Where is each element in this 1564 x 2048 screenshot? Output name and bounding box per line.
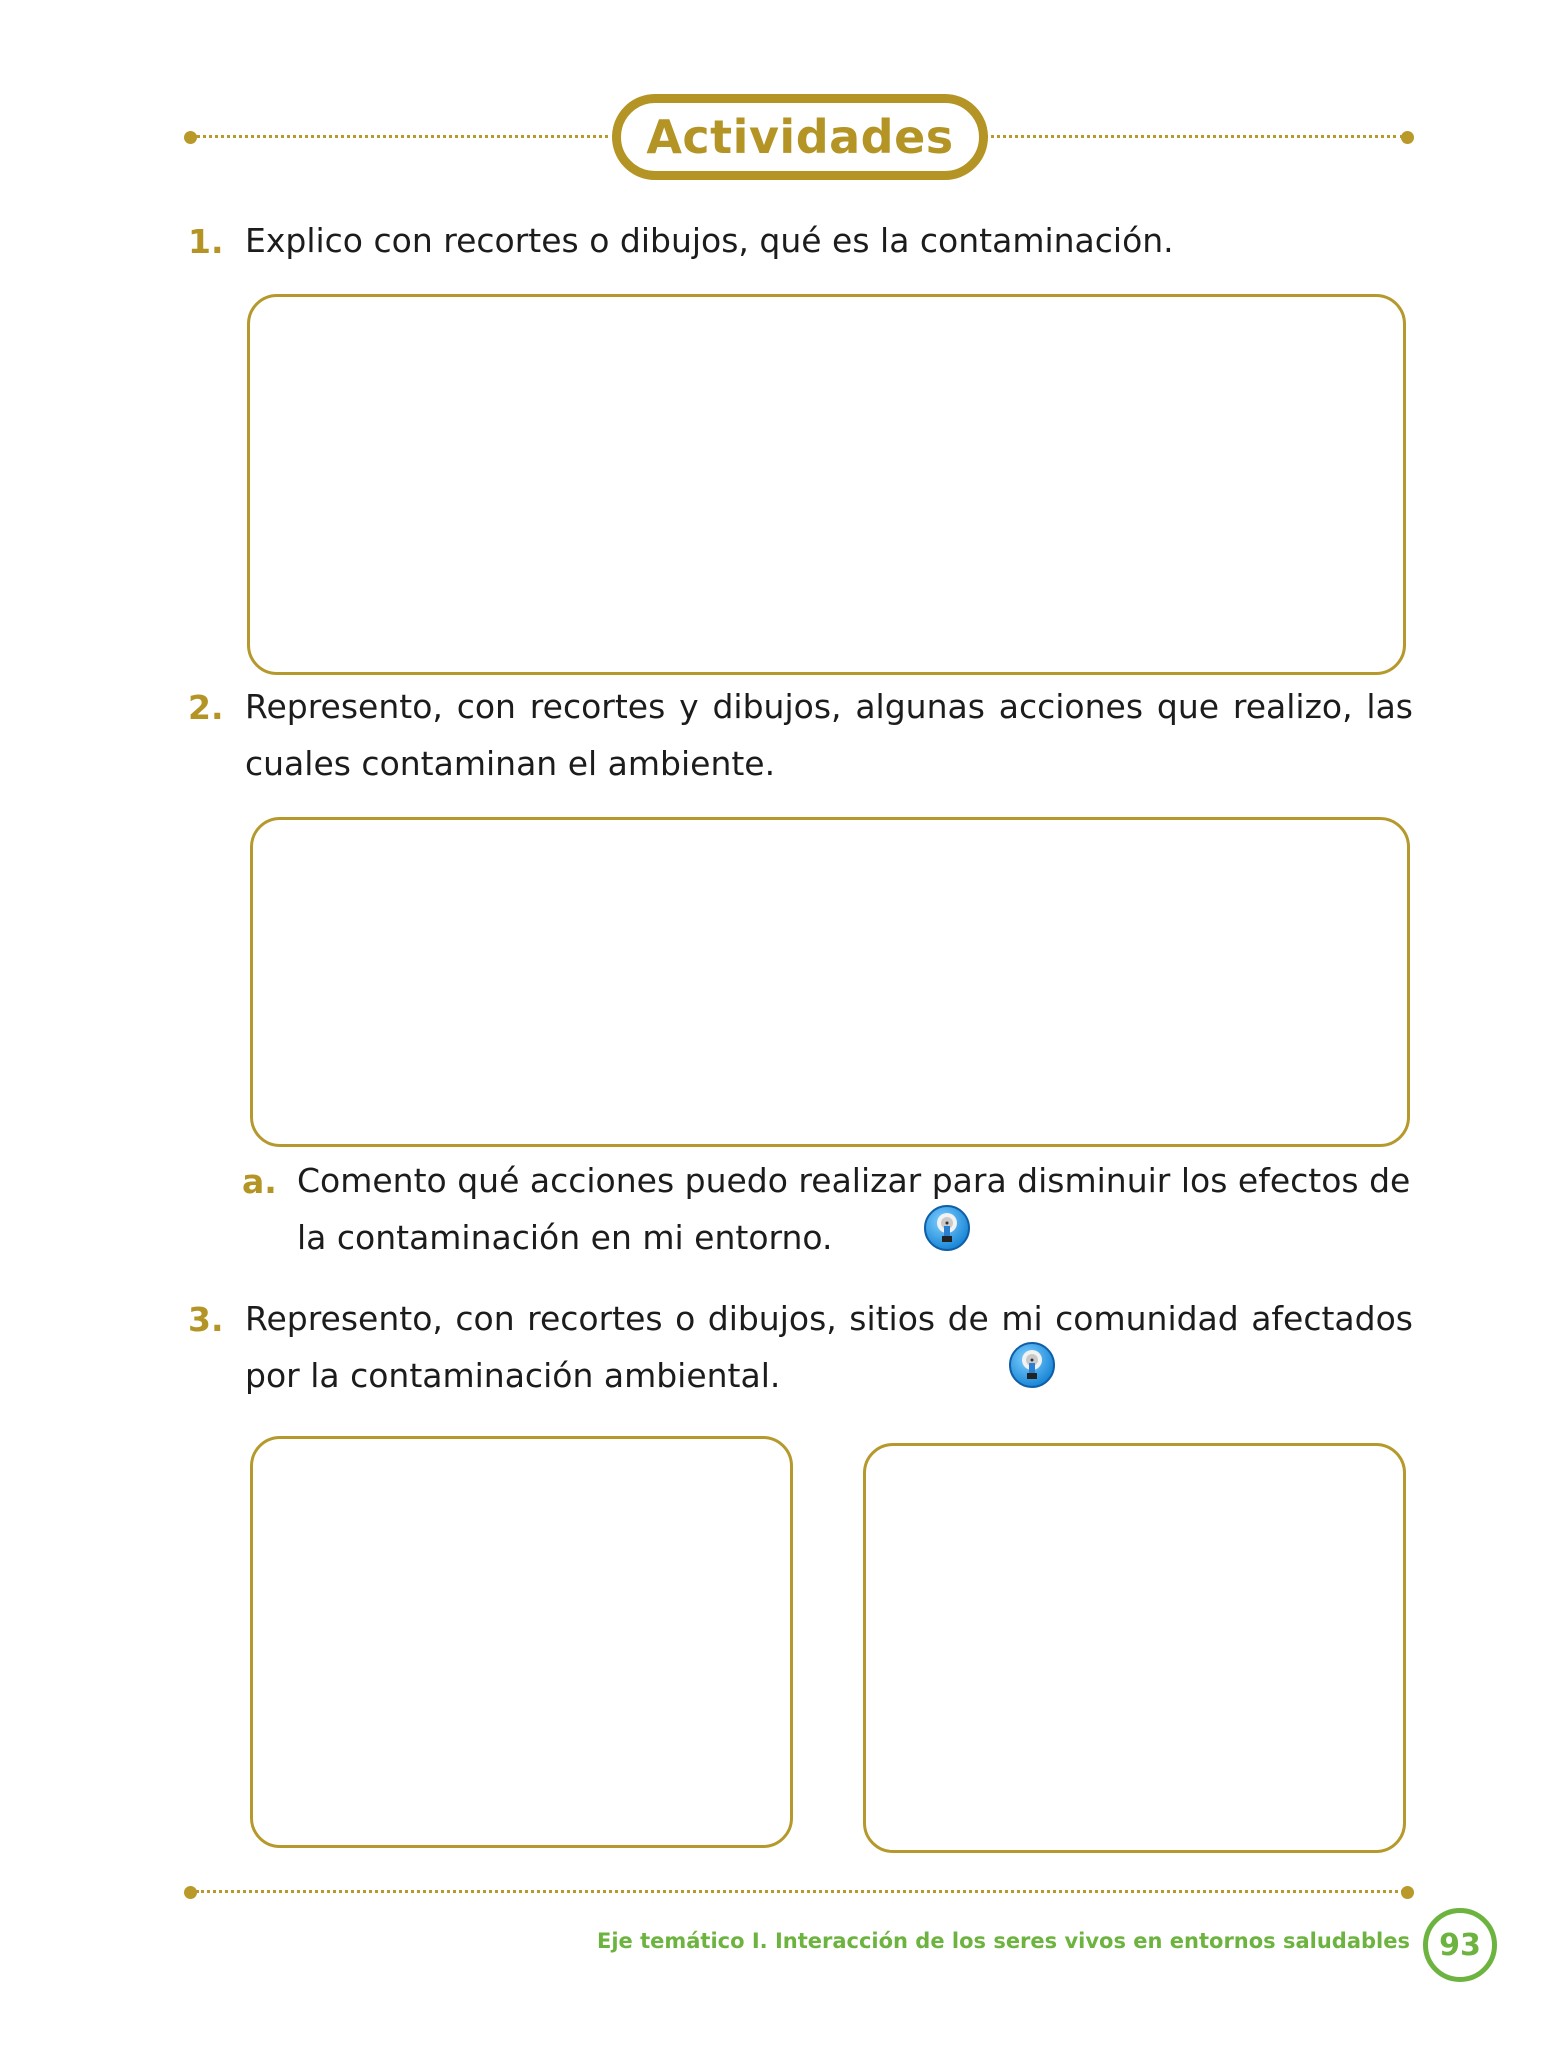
lightbulb-icon — [923, 1204, 971, 1252]
section-title: Actividades — [646, 110, 954, 164]
activity-2-answer-box[interactable] — [250, 817, 1410, 1147]
page-number: 93 — [1439, 1927, 1481, 1963]
page-number-badge — [1423, 1908, 1497, 1982]
activity-1-number: 1. — [188, 222, 224, 261]
activity-3-number: 3. — [188, 1300, 224, 1339]
activity-2a-text-content: Comento qué acciones puedo realizar para disminuir los efectos de la contaminación en mi entorno. — [297, 1161, 1411, 1257]
header-rule-dot-left — [184, 131, 197, 144]
header-dotted-rule-left — [196, 135, 616, 138]
activity-3-text — [245, 1290, 1413, 1404]
footer-chapter-title: Eje temático I. Interacción de los seres vivos en entornos saludables — [596, 1929, 1410, 1953]
footer-dotted-rule — [196, 1890, 1404, 1893]
footer-rule-dot-right — [1401, 1886, 1414, 1899]
lightbulb-icon — [1008, 1341, 1056, 1389]
activity-3-text-content: Represento, con recortes o dibujos, sitios de mi comunidad afectados por la contaminación ambiental. — [245, 1299, 1413, 1395]
activity-3-answer-box-left[interactable] — [250, 1436, 793, 1848]
activity-2-text: Represento, con recortes y dibujos, algunas acciones que realizo, las cuales contaminan el ambiente. — [245, 687, 1413, 783]
activity-1-answer-box[interactable] — [247, 294, 1406, 675]
activity-2a-text — [297, 1152, 1417, 1266]
header-dotted-rule-right — [984, 135, 1404, 138]
activity-1-text: Explico con recortes o dibujos, qué es la contaminación. — [245, 221, 1174, 260]
footer-rule-dot-left — [184, 1886, 197, 1899]
header-rule-dot-right — [1401, 131, 1414, 144]
section-title-pill — [612, 94, 988, 180]
activity-3-answer-box-right[interactable] — [863, 1443, 1406, 1853]
activity-2a-letter: a. — [242, 1162, 277, 1201]
activity-2-number: 2. — [188, 688, 224, 727]
